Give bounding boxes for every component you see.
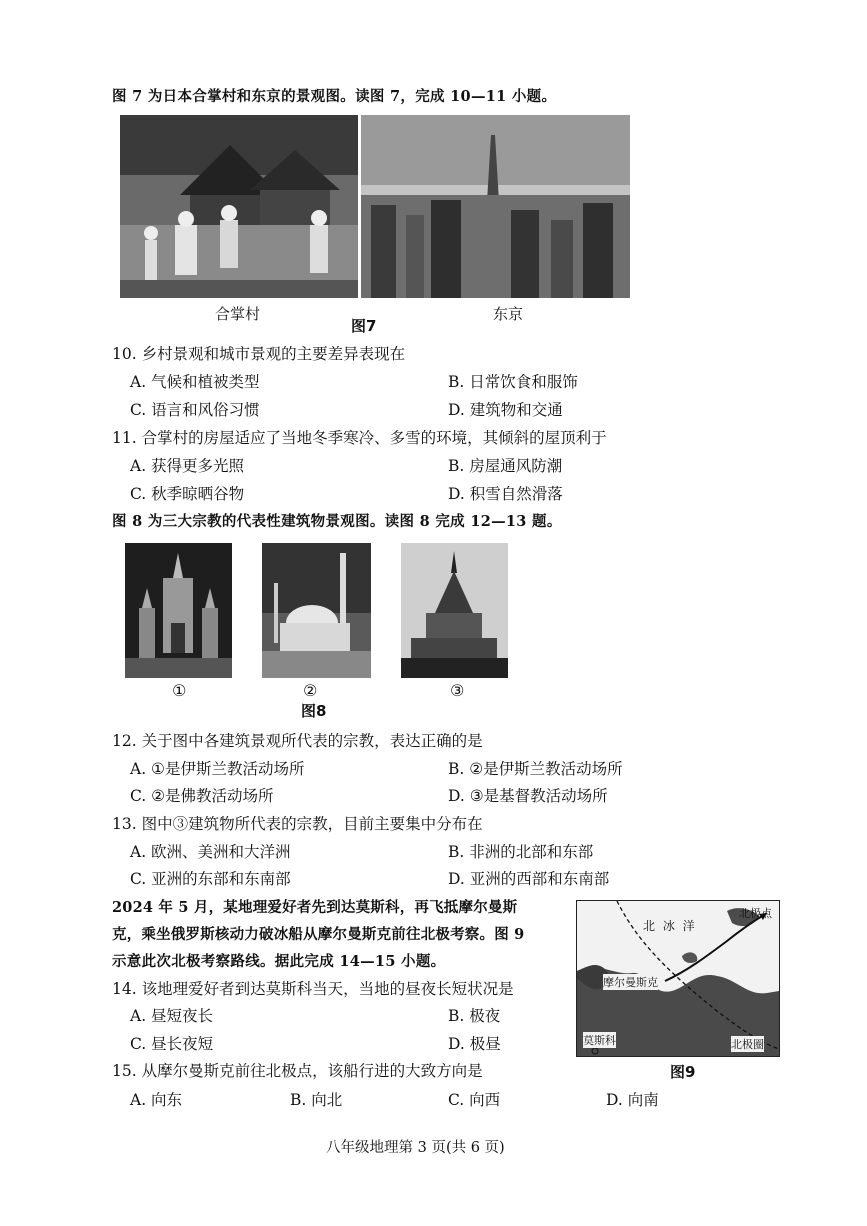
fig8-label: 图8 bbox=[301, 702, 327, 720]
map-label-arctic-ocean: 北 冰 洋 bbox=[643, 919, 697, 933]
q11-stem: 11. 合掌村的房屋适应了当地冬季寒冷、多雪的环境，其倾斜的屋顶利于 bbox=[112, 429, 607, 447]
q15-option-a: A. 向东 bbox=[130, 1091, 183, 1109]
fig8-intro: 图 8 为三大宗教的代表性建筑物景观图。读图 8 完成 12—13 题。 bbox=[112, 513, 562, 530]
q11-option-a: A. 获得更多光照 bbox=[130, 457, 245, 475]
q15-stem: 15. 从摩尔曼斯克前往北极点，该船行进的大致方向是 bbox=[112, 1062, 483, 1080]
map-label-north-pole: 北极点 bbox=[739, 907, 772, 920]
map-label-moscow: 莫斯科 bbox=[583, 1034, 616, 1047]
q12-option-b: B. ②是伊斯兰教活动场所 bbox=[448, 760, 623, 778]
q14-option-b: B. 极夜 bbox=[448, 1007, 501, 1025]
q10-option-a: A. 气候和植被类型 bbox=[130, 373, 260, 391]
tokyo-photo bbox=[361, 115, 630, 298]
q11-option-c: C. 秋季晾晒谷物 bbox=[130, 485, 245, 503]
fig7-intro: 图 7 为日本合掌村和东京的景观图。读图 7，完成 10—11 小题。 bbox=[112, 88, 557, 105]
q15-option-b: B. 向北 bbox=[290, 1091, 343, 1109]
q14-option-a: A. 昼短夜长 bbox=[130, 1007, 214, 1025]
fig9-intro-line3: 示意此次北极考察路线。据此完成 14—15 小题。 bbox=[112, 953, 446, 970]
q11-option-d: D. 积雪自然滑落 bbox=[448, 485, 563, 503]
mosque-photo bbox=[262, 543, 371, 678]
q14-stem: 14. 该地理爱好者到达莫斯科当天，当地的昼夜长短状况是 bbox=[112, 980, 514, 998]
tokyo-caption: 东京 bbox=[493, 305, 524, 323]
q12-option-a: A. ①是伊斯兰教活动场所 bbox=[130, 760, 305, 778]
fig9-intro-line1: 2024 年 5 月，某地理爱好者先到达莫斯科，再飞抵摩尔曼斯 bbox=[112, 899, 518, 916]
q13-option-a: A. 欧洲、美洲和大洋洲 bbox=[130, 843, 291, 861]
q12-option-c: C. ②是佛教活动场所 bbox=[130, 787, 274, 805]
fig7-label: 图7 bbox=[351, 317, 377, 335]
q10-option-b: B. 日常饮食和服饰 bbox=[448, 373, 578, 391]
q13-stem: 13. 图中③建筑物所代表的宗教，目前主要集中分布在 bbox=[112, 815, 483, 833]
q13-option-d: D. 亚洲的西部和东南部 bbox=[448, 870, 610, 888]
q11-option-b: B. 房屋通风防潮 bbox=[448, 457, 563, 475]
fig9-intro-line2: 克，乘坐俄罗斯核动力破冰船从摩尔曼斯克前往北极考察。图 9 bbox=[112, 926, 525, 943]
q12-stem: 12. 关于图中各建筑景观所代表的宗教，表达正确的是 bbox=[112, 732, 483, 750]
q15-option-c: C. 向西 bbox=[448, 1091, 501, 1109]
fig8-img3-label: ③ bbox=[450, 681, 465, 700]
page-footer: 八年级地理第 3 页(共 6 页) bbox=[326, 1140, 505, 1156]
map-label-arctic-circle: 北极圈 bbox=[731, 1038, 764, 1051]
church-photo bbox=[125, 543, 232, 678]
q14-option-d: D. 极昼 bbox=[448, 1035, 501, 1053]
q10-stem: 10. 乡村景观和城市景观的主要差异表现在 bbox=[112, 345, 406, 363]
fig8-img1-label: ① bbox=[172, 681, 187, 700]
q10-option-c: C. 语言和风俗习惯 bbox=[130, 401, 260, 419]
fig8-img2-label: ② bbox=[303, 681, 318, 700]
arctic-route-map bbox=[576, 900, 780, 1057]
fig9-label: 图9 bbox=[670, 1063, 696, 1081]
q10-option-d: D. 建筑物和交通 bbox=[448, 401, 563, 419]
gassho-caption: 合掌村 bbox=[215, 305, 261, 323]
map-label-murmansk: 摩尔曼斯克 bbox=[603, 976, 658, 989]
q13-option-c: C. 亚洲的东部和东南部 bbox=[130, 870, 291, 888]
pagoda-photo bbox=[401, 543, 508, 678]
q14-option-c: C. 昼长夜短 bbox=[130, 1035, 214, 1053]
q12-option-d: D. ③是基督教活动场所 bbox=[448, 787, 608, 805]
q13-option-b: B. 非洲的北部和东部 bbox=[448, 843, 594, 861]
gassho-village-photo bbox=[120, 115, 358, 298]
q15-option-d: D. 向南 bbox=[606, 1091, 659, 1109]
